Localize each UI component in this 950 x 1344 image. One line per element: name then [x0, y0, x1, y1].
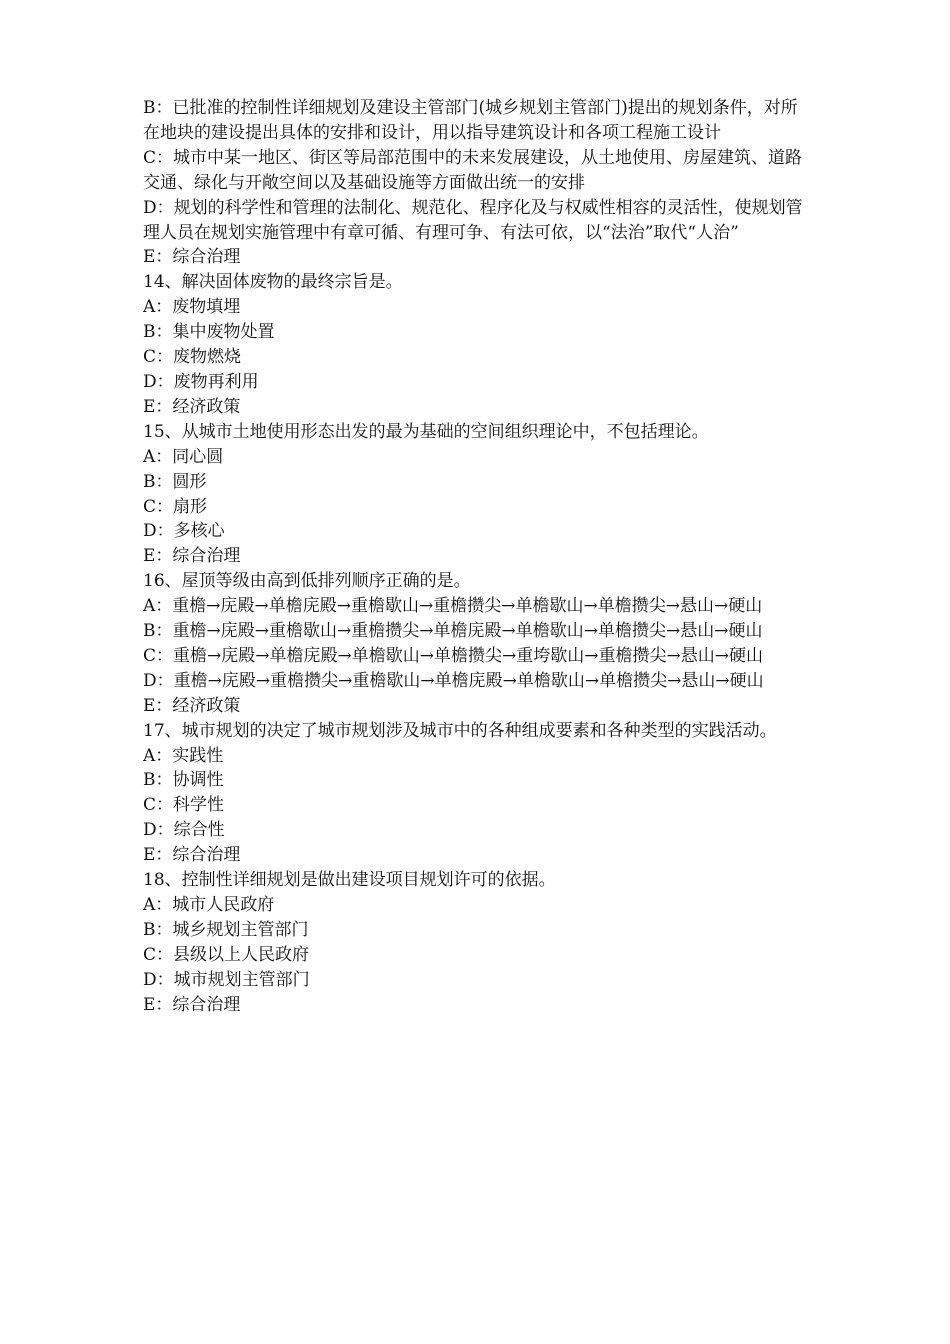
- option-14-e: E：经济政策: [143, 396, 241, 417]
- option-15-a: A：同心圆: [143, 446, 224, 467]
- option-17-e: E：综合治理: [143, 845, 241, 866]
- option-16-e: E：经济政策: [143, 695, 241, 716]
- option-18-d: D：城市规划主管部门: [143, 969, 310, 990]
- option-15-b: B：圆形: [143, 471, 207, 492]
- option-16-c: C：重檐→庑殿→单檐庑殿→单檐歇山→单檐攒尖→重垮歇山→重檐攒尖→悬山→硬山: [143, 645, 763, 666]
- question-15: 15、从城市土地使用形态出发的最为基础的空间组织理论中，不包括理论。: [143, 421, 709, 442]
- option-18-a: A：城市人民政府: [143, 895, 275, 915]
- question-16: 16、屋顶等级由高到低排列顺序正确的是。: [143, 571, 471, 592]
- option-16-d: D：重檐→庑殿→重檐攒尖→重檐歇山→单檐庑殿→单檐歇山→单檐攒尖→悬山→硬山: [143, 670, 764, 691]
- question-18: 18、控制性详细规划是做出建设项目规划许可的依据。: [143, 870, 556, 891]
- option-17-b: B：协调性: [143, 770, 224, 791]
- option-17-d: D：综合性: [143, 820, 225, 841]
- option-13-b: B：已批准的控制性详细规划及建设主管部门(城乡规划主管部门)提出的规划条件，对所在地块的建设提出具体的安排和设计，用以指导建筑设计和各项工程施工设计: [143, 98, 798, 143]
- option-17-c: C：科学性: [143, 795, 225, 816]
- question-14: 14、解决固体废物的最终宗旨是。: [143, 272, 403, 293]
- option-16-a: A：重檐→庑殿→单檐庑殿→重檐歇山→重檐攒尖→单檐歇山→单檐攒尖→悬山→硬山: [143, 596, 763, 617]
- option-13-d: D：规划的科学性和管理的法制化、规范化、程序化及与权威性相容的灵活性，使规划管理人员在规划实施管理中有章可循、有理可争、有法可依，以“法治”取代“人治”: [143, 197, 803, 243]
- option-15-d: D：多核心: [143, 521, 225, 542]
- option-14-b: B：集中废物处置: [143, 322, 275, 343]
- option-18-e: E：综合治理: [143, 994, 241, 1015]
- option-15-e: E：综合治理: [143, 546, 241, 567]
- option-13-c: C：城市中某一地区、街区等局部范围中的未来发展建设，从土地使用、房屋建筑、道路交通、绿化与开敞空间以及基础设施等方面做出统一的安排: [143, 147, 803, 193]
- option-13-e: E：综合治理: [143, 247, 241, 268]
- question-17: 17、城市规划的决定了城市规划涉及城市中的各种组成要素和各种类型的实践活动。: [143, 720, 777, 741]
- option-16-b: B：重檐→庑殿→重檐歇山→重檐攒尖→单檐庑殿→单檐歇山→单檐攒尖→悬山→硬山: [143, 621, 763, 642]
- option-14-a: A：废物填埋: [143, 297, 241, 318]
- option-15-c: C：扇形: [143, 496, 208, 517]
- document-page: [143, 96, 813, 1018]
- option-14-d: D：废物再利用: [143, 371, 259, 392]
- option-18-c: C：县级以上人民政府: [143, 944, 310, 965]
- option-14-c: C：废物燃烧: [143, 347, 242, 368]
- option-17-a: A：实践性: [143, 745, 224, 766]
- option-18-b: B：城乡规划主管部门: [143, 919, 309, 940]
